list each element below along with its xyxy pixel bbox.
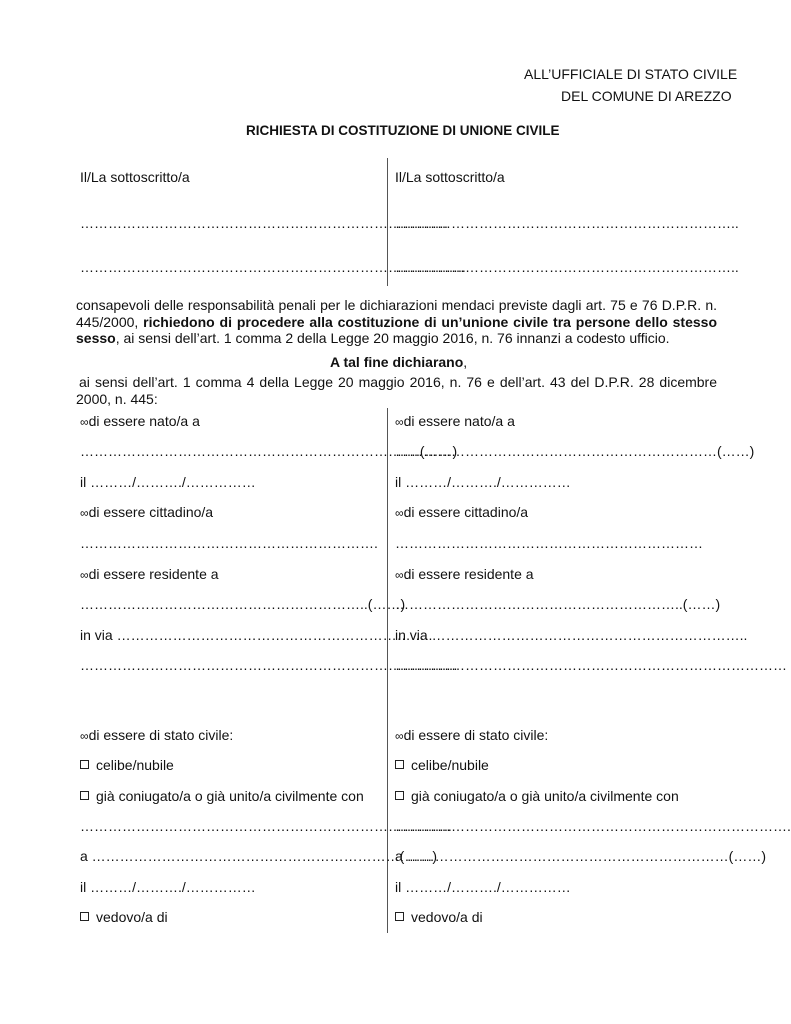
right-citizenship-label: ∞di essere cittadino/a (395, 504, 529, 520)
signatory-left-label: Il/La sottoscritto/a (80, 169, 190, 185)
checkbox-icon[interactable] (80, 791, 89, 800)
checkbox-icon[interactable] (395, 760, 404, 769)
right-option-vedovo[interactable]: vedovo/a di (395, 909, 483, 925)
left-birthplace-field[interactable]: ……………………………………………………………….(……) (80, 443, 458, 459)
recipient-line-1: ALL’UFFICIALE DI STATO CIVILE (524, 66, 738, 82)
left-residence-label: ∞di essere residente a (80, 566, 219, 582)
left-spouse-field[interactable]: …………………………………………………………………….. (80, 818, 452, 834)
recipient-line-2: DEL COMUNE DI AREZZO (561, 88, 732, 104)
right-birth-date-field[interactable]: il ………/………./…………… (395, 474, 571, 490)
signatory-right-dots-1: ……………………………………………………………….. (395, 215, 739, 231)
right-spouse-field[interactable]: …………………………………………………………………………. (395, 818, 791, 834)
declaration-legal-ref: , ai sensi dell’art. 1 comma 2 della Legge 20 maggio 2016, n. 76 innanzi a codesto ufficio. (115, 330, 670, 346)
left-citizenship-field[interactable]: ………………………………………………………. (80, 535, 378, 551)
document-title: RICHIESTA DI COSTITUZIONE DI UNIONE CIVILE (246, 123, 560, 138)
left-birthplace-label: ∞di essere nato/a a (80, 413, 200, 429)
right-option-celibe[interactable]: celibe/nubile (395, 757, 489, 773)
right-option-coniugato[interactable]: già coniugato/a o già unito/a civilmente con (395, 788, 679, 804)
right-birthplace-field[interactable]: ……………………………………………………………(……) (395, 443, 755, 459)
checkbox-icon[interactable] (80, 760, 89, 769)
right-residence-field[interactable]: ……………………………………………………..(……) (395, 596, 721, 612)
left-option-celibe[interactable]: celibe/nubile (80, 757, 174, 773)
bullet-icon: ∞ (395, 506, 404, 520)
right-street-field[interactable]: in via ………………………………………………………….. (395, 627, 748, 643)
checkbox-icon[interactable] (80, 912, 89, 921)
bullet-icon: ∞ (80, 729, 89, 743)
bullet-icon: ∞ (395, 415, 404, 429)
right-residence-label: ∞di essere residente a (395, 566, 534, 582)
signatory-right-dots-2: ……………………………………………………………….. (395, 259, 739, 275)
signatory-left-dots-2: ……………………………………………………………………….. (80, 259, 466, 275)
right-birthplace-label: ∞di essere nato/a a (395, 413, 515, 429)
declaration-text: consapevoli delle responsabilità penali per le dichiarazioni mendaci previste dagli art. 75 e 76 D.P.R. n. 445/2000, (76, 297, 717, 330)
section-heading-tail: , (463, 354, 468, 370)
bullet-icon: ∞ (80, 415, 89, 429)
right-citizenship-field[interactable]: ………………………………………………………… (395, 535, 703, 551)
checkbox-icon[interactable] (395, 912, 404, 921)
section-heading-bold: A tal fine dichiarano (330, 354, 464, 370)
left-street-field[interactable]: in via ………………………………………………………….. (80, 627, 433, 643)
checkbox-icon[interactable] (395, 791, 404, 800)
bullet-icon: ∞ (80, 506, 89, 520)
declaration-request: richiedono di procedere alla costituzione di un’unione civile tra persone dello stesso sesso (76, 313, 718, 346)
declaration-paragraph (76, 297, 717, 347)
right-street-field-2[interactable]: ………………………………………………………………………… (395, 657, 787, 673)
bullet-icon: ∞ (395, 729, 404, 743)
bullet-icon: ∞ (80, 568, 89, 582)
left-street-field-2[interactable]: ……………………………………………………………………… (80, 657, 458, 673)
left-birth-date-field[interactable]: il ………/………./…………… (80, 474, 256, 490)
left-spouse-date-field[interactable]: il ………/………./…………… (80, 879, 256, 895)
right-civil-status-label: ∞di essere di stato civile: (395, 727, 549, 743)
left-option-vedovo[interactable]: vedovo/a di (80, 909, 168, 925)
left-spouse-place-field[interactable]: a …………………………………………………………(……) (80, 848, 437, 864)
left-citizenship-label: ∞di essere cittadino/a (80, 504, 214, 520)
section-heading (330, 354, 467, 370)
legal-reference-paragraph: ai sensi dell’art. 1 comma 4 della Legge 20 maggio 2016, n. 76 e dell’art. 43 del D.P.R. 28 dicembre 2000, n. 445: (76, 374, 717, 407)
bullet-icon: ∞ (395, 568, 404, 582)
left-residence-field[interactable]: ……………………………………………………..(……) (80, 596, 406, 612)
signatory-left-dots-1: ……………………………………………………………………. (80, 215, 448, 231)
right-spouse-place-field[interactable]: a ……………………………………………………………(……) (395, 848, 766, 864)
left-civil-status-label: ∞di essere di stato civile: (80, 727, 234, 743)
right-spouse-date-field[interactable]: il ………/………./…………… (395, 879, 571, 895)
signatory-right-label: Il/La sottoscritto/a (395, 169, 505, 185)
left-option-coniugato[interactable]: già coniugato/a o già unito/a civilmente con (80, 788, 364, 804)
